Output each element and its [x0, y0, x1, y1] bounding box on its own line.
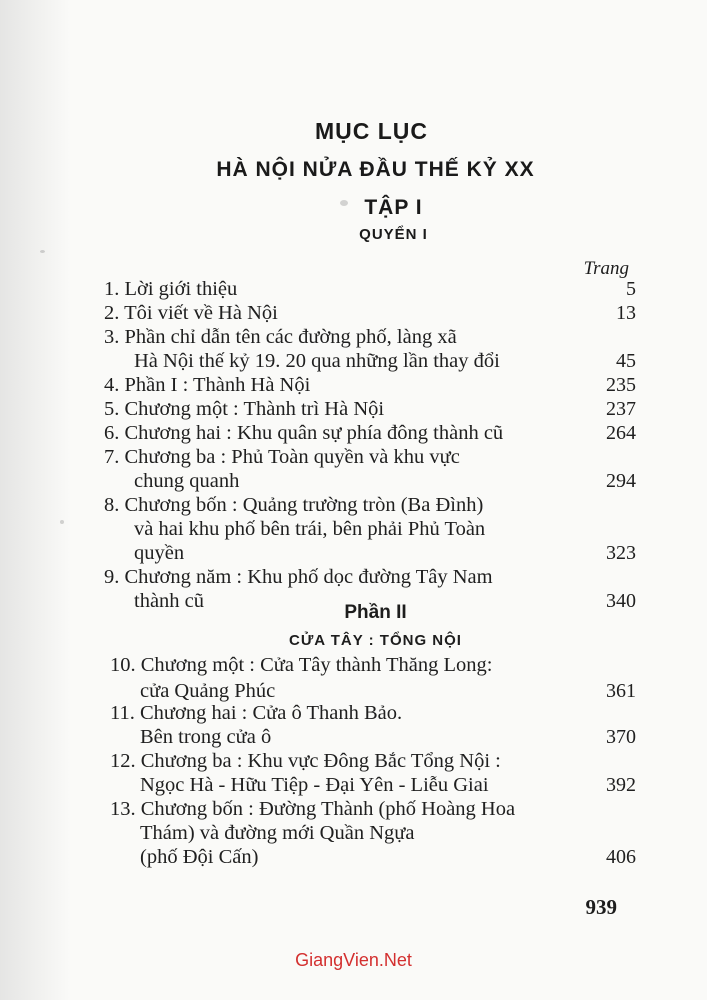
toc-entry-page: 323: [606, 542, 636, 564]
toc-entry-line: 7. Chương ba : Phủ Toàn quyền và khu vực: [104, 446, 460, 468]
toc-entry-line: 4. Phần I : Thành Hà Nội: [104, 374, 311, 396]
book-subtitle: HÀ NỘI NỬA ĐẦU THẾ KỶ XX: [216, 158, 535, 181]
watermark-text: GiangVien.Net: [295, 950, 412, 970]
toc-entry-line: 11. Chương hai : Cửa ô Thanh Bảo.: [110, 702, 403, 724]
toc-entry-page: 340: [606, 590, 636, 612]
toc-entry-page: 392: [606, 774, 636, 796]
toc-entry-line: 3. Phần chỉ dẫn tên các đường phố, làng xã: [104, 326, 457, 348]
toc-entry-line: và hai khu phố bên trái, bên phải Phủ Toàn: [134, 518, 486, 540]
toc-entry-page: 294: [606, 470, 636, 492]
toc-entry-line: 12. Chương ba : Khu vực Đông Bắc Tổng Nội :: [110, 750, 501, 772]
toc-entry-line: 13. Chương bốn : Đường Thành (phố Hoàng Hoa: [110, 798, 516, 820]
page-number: 939: [585, 895, 617, 919]
toc-entry-line: 5. Chương một : Thành trì Hà Nội: [104, 398, 385, 420]
toc-entry-line: 6. Chương hai : Khu quân sự phía đông thành cũ: [104, 422, 504, 444]
part-subheading: CỬA TÂY : TỔNG NỘI: [289, 632, 462, 649]
toc-entry-page: 361: [606, 680, 636, 702]
toc-entry-page: 5: [626, 278, 636, 300]
toc-entry-page: 237: [606, 398, 636, 420]
toc-entry-page: 406: [606, 846, 636, 868]
toc-entry-page: 13: [616, 302, 636, 324]
toc-entry-line: 1. Lời giới thiệu: [104, 278, 238, 300]
toc-entry-line: 9. Chương năm : Khu phố dọc đường Tây Nam: [104, 566, 493, 588]
toc-entry-page: 370: [606, 726, 636, 748]
toc-entry-line: 10. Chương một : Cửa Tây thành Thăng Long:: [110, 654, 493, 676]
toc-entry-page: 45: [616, 350, 636, 372]
toc-entry-line: Bên trong cửa ô: [140, 726, 272, 748]
volume-label: TẬP I: [364, 196, 423, 219]
toc-entry-line: 2. Tôi viết về Hà Nội: [104, 302, 278, 324]
part-heading: Phần II: [344, 602, 407, 623]
toc-entry-line: Ngọc Hà - Hữu Tiệp - Đại Yên - Liễu Giai: [140, 774, 489, 796]
toc-entry-line: Thám) và đường mới Quần Ngựa: [140, 822, 415, 844]
toc-entry-page: 264: [606, 422, 636, 444]
toc-entry-line: quyền: [134, 542, 185, 564]
book-label: QUYỂN I: [359, 226, 428, 243]
toc-entry-line: Hà Nội thế kỷ 19. 20 qua những lần thay đổi: [134, 350, 500, 372]
toc-entry-line: thành cũ: [134, 590, 205, 612]
toc-entry-line: 8. Chương bốn : Quảng trường tròn (Ba Đình): [104, 494, 484, 516]
toc-entry-page: 235: [606, 374, 636, 396]
toc-entry-line: cửa Quảng Phúc: [140, 680, 276, 702]
toc-entry-line: chung quanh: [134, 470, 240, 492]
toc-entry-line: (phố Đội Cấn): [140, 846, 259, 868]
toc-title: MỤC LỤC: [314, 118, 429, 144]
page-column-label: Trang: [583, 258, 629, 279]
